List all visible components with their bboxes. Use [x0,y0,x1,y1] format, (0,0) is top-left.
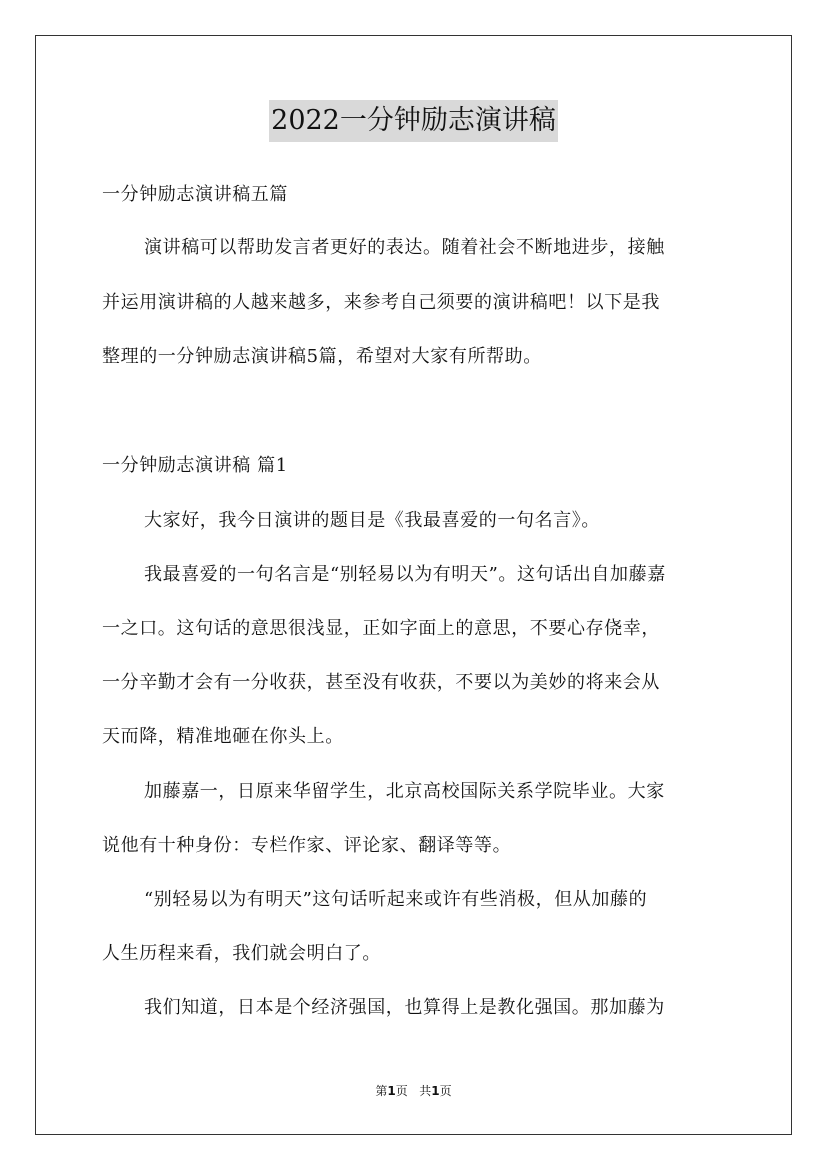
body-line-1: 大家好，我今日演讲的题目是《我最喜爱的一句名言》。 [144,510,600,531]
intro-line-2: 并运用演讲稿的人越来越多，来参考自己须要的演讲稿吧！以下是我 [102,292,660,313]
body-line-10: 我们知道，日本是个经济强国，也算得上是教化强国。那加藤为 [144,997,665,1018]
body-line-2: 我最喜爱的一句名言是“别轻易以为有明天”。这句话出自加藤嘉 [144,564,666,585]
body-line-9: 人生历程来看，我们就会明白了。 [102,943,381,964]
footer-page-prefix: 第 [375,1084,388,1098]
document-title: 2022一分钟励志演讲稿 [269,100,558,142]
title-container [0,100,827,142]
body-line-6: 加藤嘉一，日原来华留学生，北京高校国际关系学院毕业。大家 [144,781,665,802]
body-line-8: “别轻易以为有明天”这句话听起来或许有些消极，但从加藤的 [144,889,648,910]
body-line-4: 一分辛勤才会有一分收获，甚至没有收获，不要以为美妙的将来会从 [102,672,660,693]
footer-total-prefix: 共 [419,1084,432,1098]
footer-total-suffix: 页 [439,1084,452,1098]
footer-total-number: 1 [431,1084,440,1098]
footer-page-suffix: 页 [395,1084,408,1098]
intro-line-1: 演讲稿可以帮助发言者更好的表达。随着社会不断地进步，接触 [144,237,665,258]
intro-line-3: 整理的一分钟励志演讲稿5篇，希望对大家有所帮助。 [102,346,542,367]
footer-page-number: 1 [387,1084,396,1098]
section-heading: 一分钟励志演讲稿 篇1 [102,455,288,476]
page-footer [0,1083,827,1099]
body-line-7: 说他有十种身份：专栏作家、评论家、翻译等等。 [102,835,512,856]
body-line-3: 一之口。这句话的意思很浅显，正如字面上的意思，不要心存侥幸， [102,618,660,639]
body-line-5: 天而降，精准地砸在你头上。 [102,726,344,747]
document-subtitle: 一分钟励志演讲稿五篇 [102,184,288,205]
